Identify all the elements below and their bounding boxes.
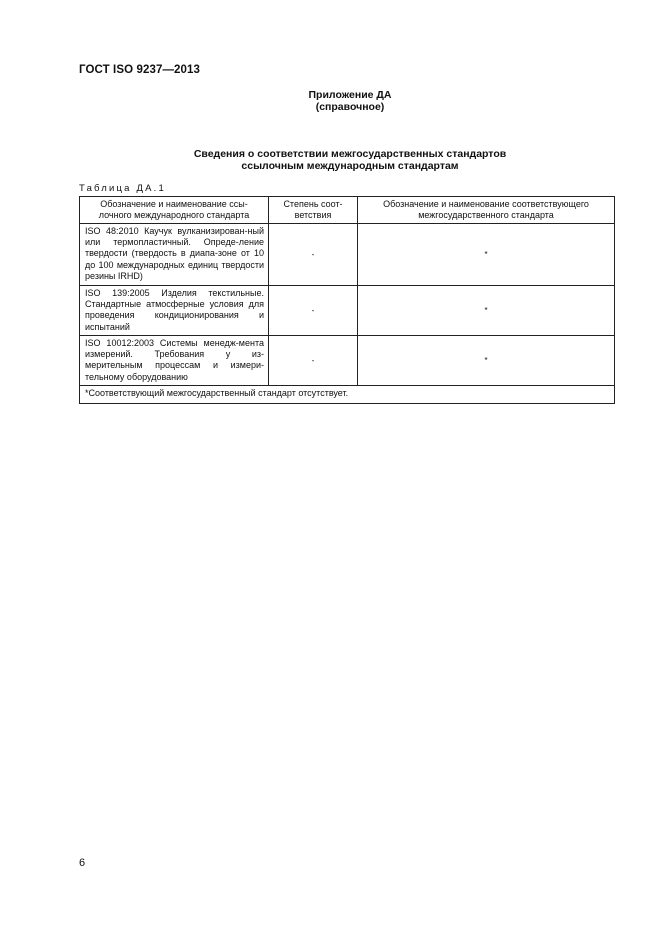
- table-footnote-row: [80, 386, 615, 404]
- table-row: [80, 224, 615, 286]
- document-code: ГОСТ ISO 9237—2013: [79, 64, 201, 76]
- row-interstate-standard: *: [358, 336, 615, 386]
- row-interstate-standard: *: [358, 224, 615, 286]
- row-reference-standard: ISO 139:2005 Изделия текстильные. Стандартные атмосферные условия для проведения кондиционирования и испытаний: [80, 286, 269, 336]
- row-degree: -: [269, 336, 358, 386]
- table-footnote: *Соответствующий межгосударственный стандарт отсутствует.: [80, 386, 615, 404]
- row-degree: -: [269, 224, 358, 286]
- table-row: [80, 336, 615, 386]
- table-caption: Таблица ДА.1: [79, 183, 166, 194]
- row-interstate-standard: *: [358, 286, 615, 336]
- header-degree-of-correspondence: Степень соот-ветствия: [269, 197, 358, 224]
- row-reference-standard: ISO 48:2010 Каучук вулканизирован-ный или термопластичный. Опреде-ление твердости (твердость в диапа-зоне от 10 до 100 международных единиц твердости резины IRHD): [80, 224, 269, 286]
- table-row: [80, 286, 615, 336]
- correspondence-table: [79, 196, 615, 404]
- appendix-title: Приложение ДА: [308, 89, 392, 101]
- header-interstate-standard: Обозначение и наименование соответствующего межгосударственного стандарта: [358, 197, 615, 224]
- section-heading-line-1: Сведения о соответствии межгосударственных стандартов: [193, 148, 507, 160]
- header-international-standard: Обозначение и наименование ссы-лочного международного стандарта: [80, 197, 269, 224]
- table-header-row: [80, 197, 615, 224]
- row-degree: -: [269, 286, 358, 336]
- row-reference-standard: ISO 10012:2003 Системы менедж-мента измерений. Требования у из-мерительным процессам и измери-тельному оборудованию: [80, 336, 269, 386]
- section-heading-line-2: ссылочным международным стандартам: [241, 160, 459, 172]
- appendix-type: (справочное): [315, 101, 385, 113]
- page-number: 6: [79, 857, 86, 869]
